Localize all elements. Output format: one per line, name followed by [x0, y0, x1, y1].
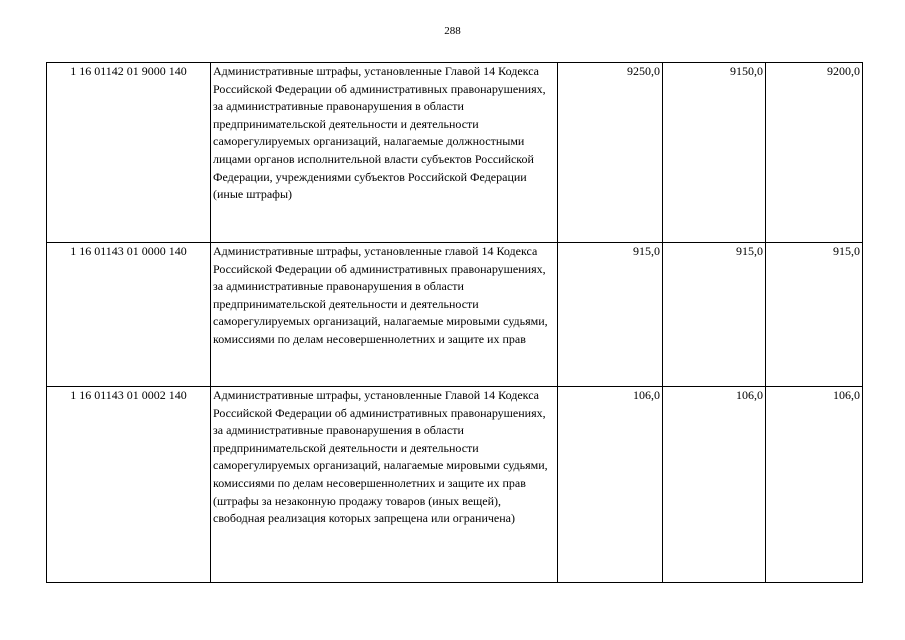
amount-cell-1: 9250,0: [558, 63, 663, 243]
amount-cell-3: 915,0: [766, 243, 863, 387]
budget-code-cell: 1 16 01142 01 9000 140: [47, 63, 211, 243]
description-cell: Административные штрафы, установленные Главой 14 Кодекса Российской Федерации об административных правонарушениях, за административные правонарушения в области предпринимательской деятельности и деятельности саморегулируемых организаций, налагаемые должностными лицами органов исполнительной власти субъектов Российской Федерации, учреждениями субъектов Российской Федерации (иные штрафы): [211, 63, 558, 243]
amount-cell-1: 915,0: [558, 243, 663, 387]
amount-cell-3: 106,0: [766, 387, 863, 583]
amount-cell-2: 915,0: [663, 243, 766, 387]
budget-code-cell: 1 16 01143 01 0000 140: [47, 243, 211, 387]
amount-cell-2: 9150,0: [663, 63, 766, 243]
table-row: [47, 63, 863, 243]
description-cell: Административные штрафы, установленные Главой 14 Кодекса Российской Федерации об административных правонарушениях, за административные правонарушения в области предпринимательской деятельности и деятельности саморегулируемых организаций, налагаемые мировыми судьями, комиссиями по делам несовершеннолетних и защите их прав (штрафы за незаконную продажу товаров (иных вещей), свободная реализация которых запрещена или ограничена): [211, 387, 558, 583]
description-cell: Административные штрафы, установленные главой 14 Кодекса Российской Федерации об административных правонарушениях, за административные правонарушения в области предпринимательской деятельности и деятельности саморегулируемых организаций, налагаемые мировыми судьями, комиссиями по делам несовершеннолетних и защите их прав: [211, 243, 558, 387]
table-row: [47, 387, 863, 583]
page-number: 288: [444, 25, 461, 37]
budget-code-cell: 1 16 01143 01 0002 140: [47, 387, 211, 583]
budget-revenue-table: [46, 62, 863, 583]
amount-cell-2: 106,0: [663, 387, 766, 583]
table-row: [47, 243, 863, 387]
amount-cell-1: 106,0: [558, 387, 663, 583]
amount-cell-3: 9200,0: [766, 63, 863, 243]
